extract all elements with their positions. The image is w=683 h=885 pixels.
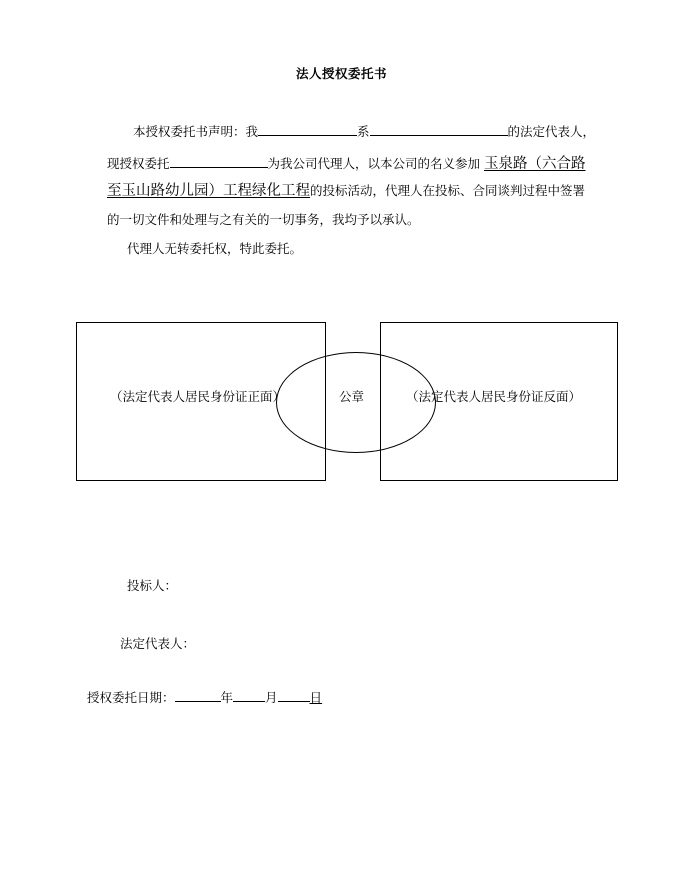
day-blank	[278, 688, 310, 702]
project-name-part1: 玉泉路（六合路	[484, 156, 586, 172]
bidder-label: 投标人：	[127, 578, 178, 593]
year-label: 年	[220, 690, 234, 705]
document-title: 法人授权委托书	[295, 66, 387, 81]
statement-line3-suffix: 的投标活动，代理人在投标、合同谈判过程中签署	[310, 183, 586, 198]
project-name-part2: 至玉山路幼儿园）工程绿化工程	[107, 183, 310, 199]
statement-line-2	[107, 154, 586, 172]
statement-line-1	[133, 122, 595, 140]
id-card-front-label: （法定代表人居民身份证正面）	[110, 389, 286, 404]
authorization-date-label: 授权委托日期：	[87, 690, 175, 705]
year-blank	[175, 688, 221, 702]
statement-line1-suffix: 的法定代表人，	[507, 124, 596, 139]
official-seal-label: 公章	[339, 389, 365, 404]
id-card-back-label: （法定代表人居民身份证反面）	[406, 389, 582, 404]
authorization-date-row	[87, 688, 322, 706]
company-name-blank	[370, 122, 508, 136]
principal-name-blank	[258, 122, 357, 136]
statement-line1-mid: 系	[357, 124, 370, 139]
statement-line2-mid: 为我公司代理人，以本公司的名义参加	[267, 156, 481, 171]
legal-rep-label: 法定代表人：	[120, 636, 196, 651]
month-blank	[233, 688, 265, 702]
statement-line2-prefix: 现授权委托	[107, 156, 170, 171]
statement-line-5: 代理人无转委托权，特此委托。	[127, 241, 303, 256]
statement-line-4: 的一切文件和处理与之有关的一切事务，我均予以承认。	[107, 212, 420, 227]
agent-name-blank	[170, 154, 268, 168]
statement-line-3	[107, 183, 585, 199]
month-label: 月	[265, 690, 278, 705]
day-label: 日	[309, 690, 323, 705]
statement-line1-prefix: 本授权委托书声明：我	[133, 124, 259, 139]
